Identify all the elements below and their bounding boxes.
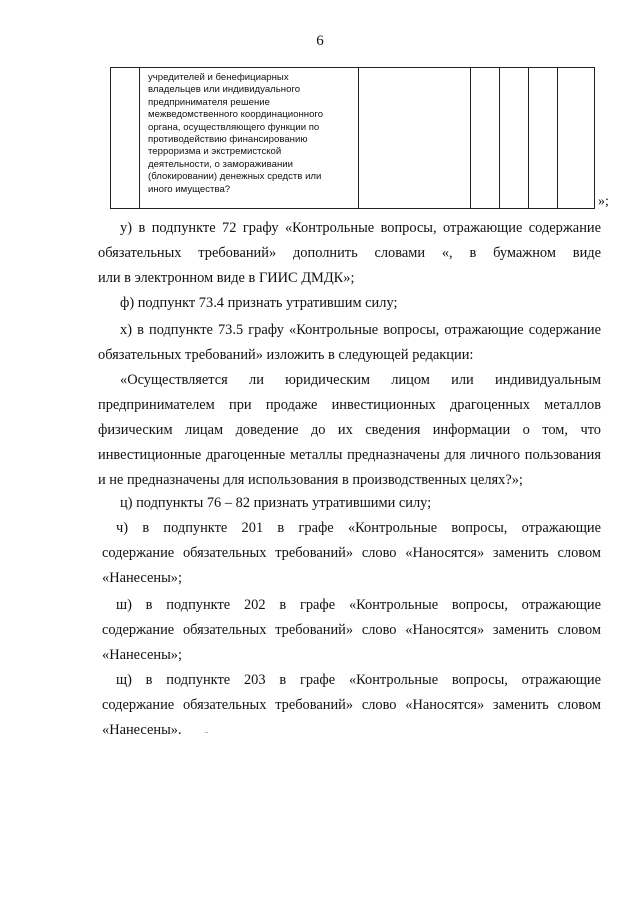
text-line: «Нанесены»; (102, 570, 182, 586)
table-cell-empty (471, 68, 500, 209)
text-line: ш) в подпункте 202 в графе «Контрольные вопросы, отражающие (116, 597, 601, 613)
paragraph-quote (98, 368, 601, 493)
table-cell-number (111, 68, 140, 209)
paragraph-kh (98, 318, 601, 368)
table-text-line: межведомственного координационного (148, 109, 324, 121)
table-cell-control-question (140, 68, 359, 209)
text-line: ц) подпункты 76 – 82 признать утратившими силу; (120, 495, 432, 511)
text-line: ф) подпункт 73.4 признать утратившим силу; (120, 295, 398, 311)
text-line: или в электронном виде в ГИИС ДМДК»; (98, 270, 355, 286)
text-line: содержание обязательных требований» слово «Наносятся» заменить словом (102, 545, 601, 561)
paragraph-f (98, 291, 601, 316)
table-cell-empty (558, 68, 595, 209)
text-line: ч) в подпункте 201 в графе «Контрольные вопросы, отражающие (116, 520, 601, 536)
text-line: х) в подпункте 73.5 графу «Контрольные вопросы, отражающие содержание (120, 322, 601, 338)
paragraph-u (98, 216, 601, 291)
text-line: предпринимателем при продаже инвестиционных драгоценных металлов (98, 397, 601, 413)
paragraph-ch (102, 516, 601, 591)
text-line: «Осуществляется ли юридическим лицом или индивидуальным (120, 372, 601, 388)
text-line: инвестиционные драгоценные металлы предназначены для личного пользования (98, 447, 601, 463)
table-cell-empty (500, 68, 529, 209)
text-line: щ) в подпункте 203 в графе «Контрольные вопросы, отражающие (116, 672, 601, 688)
table-text-line: предпринимателя решение (148, 96, 270, 108)
paragraph-shch (102, 668, 601, 743)
text-line: обязательных требований» изложить в следующей редакции: (98, 347, 474, 363)
text-line: «Нанесены». (102, 722, 182, 738)
text-line: и не предназначены для использования в производственных целях?»; (98, 472, 523, 488)
table-cell-empty (359, 68, 471, 209)
text-line: «Нанесены»; (102, 647, 182, 663)
table-closing-quote: »; (598, 194, 609, 209)
table-text-line: органа, осуществляющего функции по (148, 121, 320, 133)
table-cell-empty (529, 68, 558, 209)
text-line: содержание обязательных требований» слово «Наносятся» заменить словом (102, 697, 601, 713)
table-text-line: владельцев или индивидуального (148, 84, 301, 96)
table-text-line: учредителей и бенефициарных (148, 72, 289, 83)
amendment-table-fragment (110, 67, 595, 209)
scan-speck (205, 732, 208, 733)
paragraph-sh (102, 593, 601, 668)
text-line: содержание обязательных требований» слово «Наносятся» заменить словом (102, 622, 601, 638)
text-line: у) в подпункте 72 графу «Контрольные вопросы, отражающие содержание (120, 220, 601, 236)
table-text-line: противодействию финансированию (148, 134, 308, 146)
paragraph-ts (98, 491, 601, 516)
table-text-line: иного имущества? (148, 183, 231, 195)
text-line: физическим лицам доведение до их сведения информации о том, что (98, 422, 601, 438)
page-number: 6 (316, 33, 324, 49)
table-text-line: (блокировании) денежных средств или (148, 171, 322, 183)
table-text-line: деятельности, о замораживании (148, 158, 293, 170)
table-text-line: терроризма и экстремистской (148, 146, 282, 158)
text-line: обязательных требований» дополнить словами «, в бумажном виде (98, 245, 601, 261)
